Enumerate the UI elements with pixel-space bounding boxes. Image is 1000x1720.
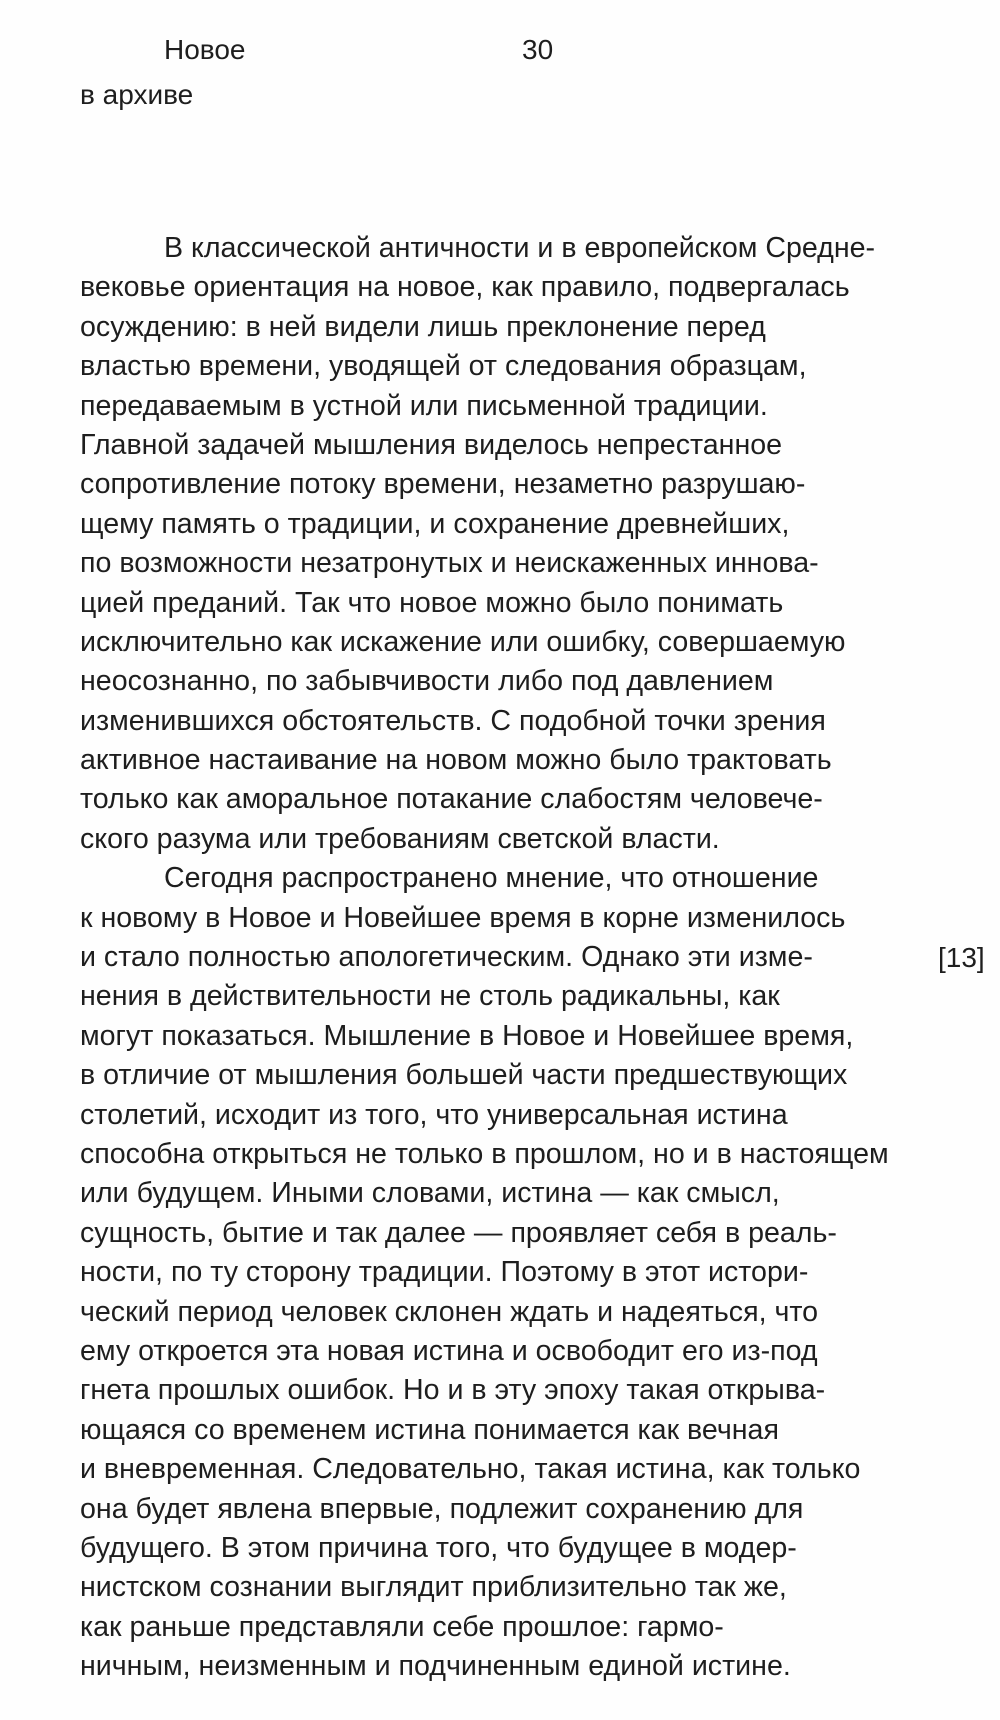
text-line: нения в действительности не столь радикальны, как bbox=[80, 980, 780, 1013]
text-line: передаваемым в устной или письменной традиции. bbox=[80, 389, 768, 422]
text-line: способна открыться не только в прошлом, но и в настоящем bbox=[80, 1137, 889, 1170]
running-title-continued: в архиве bbox=[80, 79, 194, 110]
text-line: как раньше представляли себе прошлое: гармо- bbox=[80, 1610, 724, 1643]
text-line: она будет явлена впервые, подлежит сохранению для bbox=[80, 1492, 804, 1525]
text-line: гнета прошлых ошибок. Но и в эту эпоху такая открыва- bbox=[80, 1374, 826, 1407]
text-line: к новому в Новое и Новейшее время в корне изменилось bbox=[80, 901, 846, 934]
text-line: властью времени, уводящей от следования образцам, bbox=[80, 350, 807, 383]
text-line: могут показаться. Мышление в Новое и Новейшее время, bbox=[80, 1019, 854, 1052]
text-line: активное настаивание на новом можно было трактовать bbox=[80, 744, 832, 777]
text-line: и вневременная. Следовательно, такая истина, как только bbox=[80, 1453, 861, 1486]
text-line: изменившихся обстоятельств. С подобной точки зрения bbox=[80, 704, 826, 737]
text-line: ему откроется эта новая истина и освободит его из-под bbox=[80, 1334, 818, 1367]
text-line: Главной задачей мышления виделось непрестанное bbox=[80, 428, 783, 461]
text-line: вековье ориентация на новое, как правило, подвергалась bbox=[80, 271, 850, 304]
text-line: ности, по ту сторону традиции. Поэтому в этот истори- bbox=[80, 1256, 809, 1289]
text-line: осуждению: в ней видели лишь преклонение перед bbox=[80, 310, 766, 343]
page-number: 30 bbox=[522, 34, 554, 65]
text-line: только как аморальное потакание слабостям человече- bbox=[80, 783, 823, 816]
text-line: и стало полностью апологетическим. Однако эти изме- bbox=[80, 941, 813, 974]
text-line: исключительно как искажение или ошибку, совершаемую bbox=[80, 625, 846, 658]
text-line: или будущем. Иными словами, истина — как смысл, bbox=[80, 1177, 780, 1210]
text-line: ничным, неизменным и подчиненным единой истине. bbox=[80, 1650, 791, 1683]
body-text bbox=[80, 229, 922, 1686]
text-line: неосознанно, по забывчивости либо под давлением bbox=[80, 665, 774, 698]
text-line: ского разума или требованиям светской власти. bbox=[80, 822, 720, 855]
text-line: сущность, бытие и так далее — проявляет себя в реаль- bbox=[80, 1216, 837, 1249]
text-line: нистском сознании выглядит приблизительно так же, bbox=[80, 1571, 787, 1604]
text-line: В классической античности и в европейском Средне- bbox=[164, 232, 876, 264]
margin-page-reference: [13] bbox=[938, 942, 985, 973]
text-line: столетий, исходит из того, что универсальная истина bbox=[80, 1098, 788, 1131]
paragraph bbox=[80, 859, 922, 1686]
running-title: Новое bbox=[164, 34, 246, 65]
text-line: будущего. В этом причина того, что будущее в модер- bbox=[80, 1531, 797, 1564]
text-line: Сегодня распространено мнение, что отношение bbox=[164, 862, 819, 895]
text-line: щему память о традиции, и сохранение древнейших, bbox=[80, 507, 790, 540]
text-line: цией преданий. Так что новое можно было понимать bbox=[80, 586, 784, 619]
text-line: в отличие от мышления большей части предшествующих bbox=[80, 1059, 848, 1092]
text-line: ющаяся со временем истина понимается как вечная bbox=[80, 1413, 779, 1446]
paragraph bbox=[80, 229, 922, 859]
text-line: по возможности незатронутых и неискаженных иннова- bbox=[80, 547, 819, 580]
text-line: сопротивление потоку времени, незаметно разрушаю- bbox=[80, 468, 806, 501]
text-line: ческий период человек склонен ждать и надеяться, что bbox=[80, 1295, 819, 1328]
